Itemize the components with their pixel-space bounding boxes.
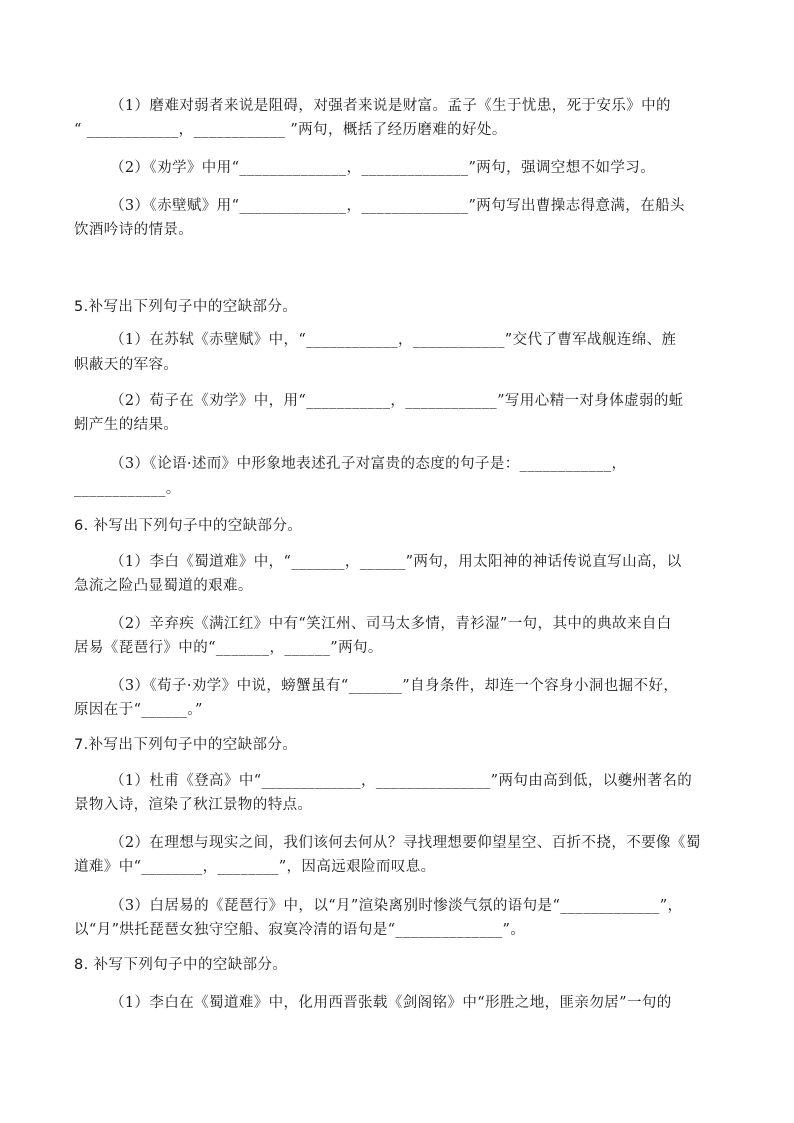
q4-item-1-line-2: “ ____________，____________ ”两句，概括了经历磨难的好处。 <box>74 122 507 138</box>
q5-item-3-line-1: （3）《论语·述而》中形象地表述孔子对富贵的态度的句子是：____________， <box>110 456 627 472</box>
q5-item-1-line-1: （1）在苏轼《赤壁赋》中，“____________，____________”交代了曹军战舰连绵、旌 <box>110 332 677 348</box>
q6-item-3-line-1: （3）《荀子·劝学》中说，螃蟹虽有“_______”自身条件，却连一个容身小洞也掘不好， <box>110 678 679 694</box>
question-7-heading: 7.补写出下列句子中的空缺部分。 <box>74 737 298 753</box>
q7-item-3-line-1: （3）白居易的《琵琶行》中，以“月”渲染离别时惨淡气氛的语句是“_____________”， <box>110 898 683 914</box>
q4-item-3-line-1: （3）《赤壁赋》用“______________，______________”两句写出曹操志得意满，在船头 <box>110 198 685 214</box>
q4-item-2-line-1: （2）《劝学》中用“______________，______________”两句，强调空想不如学习。 <box>110 160 656 176</box>
q8-item-1-line-1: （1）李白在《蜀道难》中，化用西晋张载《剑阁铭》中“形胜之地，匪亲勿居”一句的 <box>110 995 672 1011</box>
q7-item-2-line-2: 道难》中“________，________”，因高远艰险而叹息。 <box>74 859 436 875</box>
question-6-heading: 6. 补写出下列句子中的空缺部分。 <box>74 518 303 534</box>
q5-item-2-line-1: （2）荀子在《劝学》中，用“___________，____________”写用心精一对身体虚弱的蚯 <box>110 393 684 409</box>
q7-item-2-line-1: （2）在理想与现实之间，我们该何去何从？寻找理想要仰望星空、百折不挠，不要像《蜀 <box>110 835 701 851</box>
q6-item-1-line-2: 急流之险凸显蜀道的艰难。 <box>74 578 253 594</box>
q7-item-3-line-2: 以“月”烘托琵琶女独守空船、寂寞冷清的语句是“______________”。 <box>74 922 526 938</box>
q4-item-1-line-1: （1）磨难对弱者来说是阻碍，对强者来说是财富。孟子《生于忧患，死于安乐》中的 <box>110 98 671 114</box>
q7-item-1-line-2: 景物入诗，渲染了秋江景物的特点。 <box>74 797 313 813</box>
q6-item-2-line-1: （2）辛弃疾《满江红》中有“笑江州、司马太多情，青衫湿”一句，其中的典故来自白 <box>110 616 672 632</box>
question-5-heading: 5.补写出下列句子中的空缺部分。 <box>74 299 298 315</box>
question-8-heading: 8. 补写下列句子中的空缺部分。 <box>74 957 288 973</box>
q4-item-3-line-2: 饮酒吟诗的情景。 <box>74 222 194 238</box>
q6-item-2-line-2: 居易《琵琶行》中的“_______，______”两句。 <box>74 640 383 656</box>
q5-item-1-line-2: 帜蔽天的军容。 <box>74 357 179 373</box>
q7-item-1-line-1: （1）杜甫《登高》中“_____________，_______________”两句由高到低，以夔州著名的 <box>110 773 693 789</box>
q6-item-3-line-2: 原因在于“______。” <box>74 702 203 718</box>
q5-item-3-line-2: ____________。 <box>74 481 181 497</box>
q5-item-2-line-2: 蚓产生的结果。 <box>74 417 179 433</box>
q6-item-1-line-1: （1）李白《蜀道难》中，“_______，______”两句，用太阳神的神话传说直写山高，以 <box>110 554 682 570</box>
